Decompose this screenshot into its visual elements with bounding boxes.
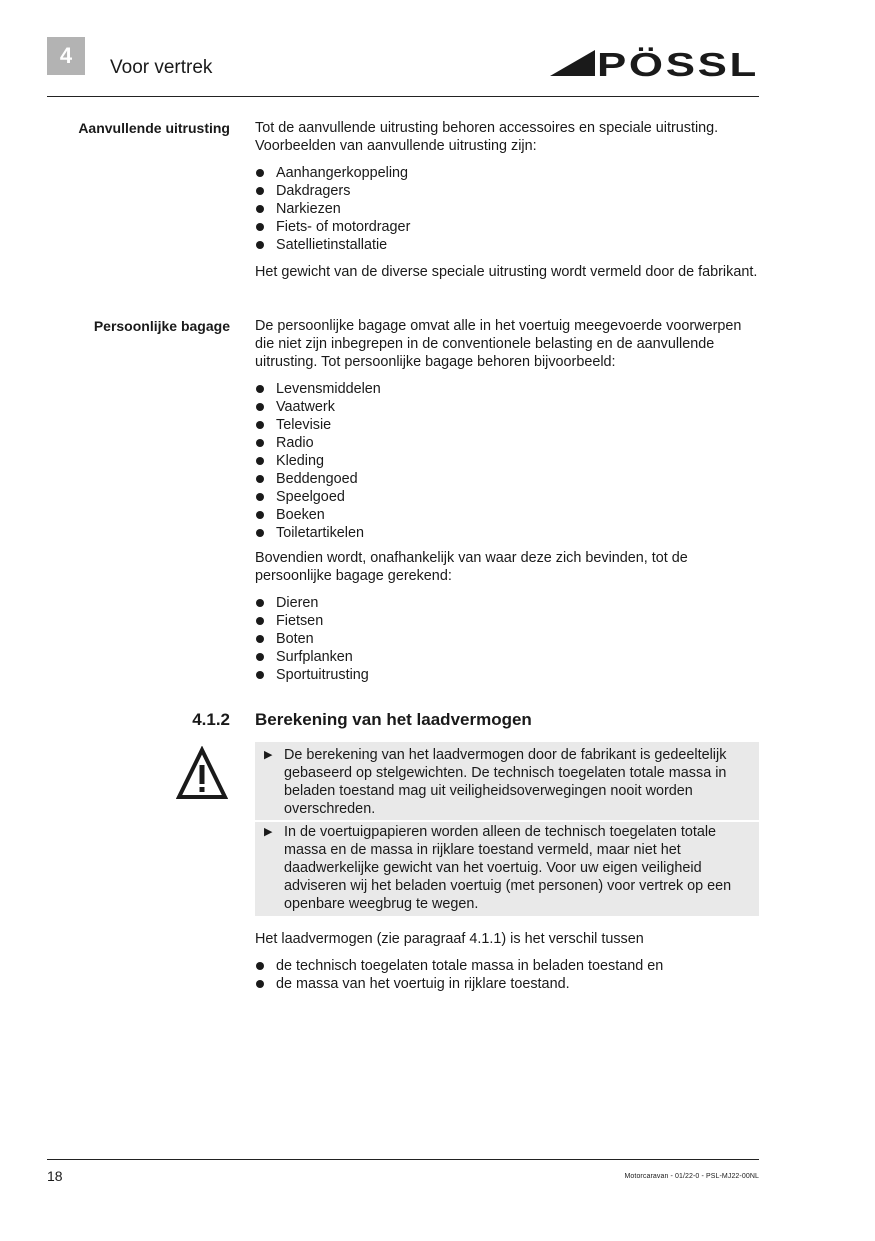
list-item: Speelgoed [255, 488, 760, 506]
side-label-aanvullende-uitrusting: Aanvullende uitrusting [78, 120, 230, 136]
bagage-intro [255, 317, 760, 371]
section-title: Berekening van het laadvermogen [255, 710, 532, 729]
list-item: Sportuitrusting [255, 666, 760, 684]
bagage-list [255, 380, 760, 542]
list-item: Fietsen [255, 612, 760, 630]
possl-logo [550, 46, 760, 78]
list-item: Aanhangerkoppeling [255, 164, 760, 182]
paragraph: Het gewicht van de diverse speciale uitrusting wordt vermeld door de fabrikant. [255, 264, 758, 280]
list-item: Toiletartikelen [255, 524, 760, 542]
page-number: 18 [47, 1168, 63, 1184]
chapter-title: Voor vertrek [110, 57, 213, 78]
list-item: Boten [255, 630, 760, 648]
chapter-number-box: 4 [47, 37, 85, 75]
list-item: Radio [255, 434, 760, 452]
paragraph: De persoonlijke bagage omvat alle in het voertuig meegevoerde voorwerpen die niet zijn inbegrepen in de conventionele belasting en de aanvullende uitrusting. Tot persoonlijke bagage behoren bijvoorbeeld: [255, 318, 742, 370]
list-item: de technisch toegelaten totale massa in beladen toestand en [255, 957, 760, 975]
paragraph: Tot de aanvullende uitrusting behoren accessoires en speciale uitrusting. Voorbeelden van aanvullende uitrusting zijn: [255, 120, 719, 154]
berekening-intro [255, 930, 760, 948]
warning-text: In de voertuigpapieren worden alleen de technisch toegelaten totale massa en de massa in rijklare toestand vermeld, maar niet het daadwerkelijke gewicht van het voertuig. Voor uw eigen veiligheid adviseren wij het beladen voertuig (met personen) voor vertrek op een openbare weegbrug te wegen. [284, 824, 732, 912]
aanvullende-list [255, 164, 760, 254]
paragraph: Bovendien wordt, onafhankelijk van waar deze zich bevinden, tot de persoonlijke bagage gerekend: [255, 550, 688, 584]
list-item: Narkiezen [255, 200, 760, 218]
berekening-list [255, 957, 760, 993]
aanvullende-outro [255, 263, 760, 281]
header-divider [47, 96, 759, 97]
list-item: Televisie [255, 416, 760, 434]
list-item: Satellietinstallatie [255, 236, 760, 254]
bagage-list-2 [255, 594, 760, 684]
aanvullende-intro [255, 119, 760, 155]
list-item: Vaatwerk [255, 398, 760, 416]
warning-item [264, 823, 749, 913]
list-item: Surfplanken [255, 648, 760, 666]
list-item: de massa van het voertuig in rijklare toestand. [255, 975, 760, 993]
section-number: 4.1.2 [192, 710, 230, 729]
list-item: Dakdragers [255, 182, 760, 200]
list-item: Dieren [255, 594, 760, 612]
document-code: Motorcaravan - 01/22-0 - PSL-MJ22-00NL [624, 1173, 759, 1180]
warning-separator [255, 820, 759, 822]
paragraph: Het laadvermogen (zie paragraaf 4.1.1) is het verschil tussen [255, 931, 644, 947]
bagage-middle [255, 549, 760, 585]
list-item: Kleding [255, 452, 760, 470]
arrow-right-icon: ▶ [264, 749, 273, 761]
list-item: Boeken [255, 506, 760, 524]
footer-divider [47, 1159, 759, 1160]
list-item: Fiets- of motordrager [255, 218, 760, 236]
warning-text: De berekening van het laadvermogen door de fabrikant is gedeeltelijk gebaseerd op stelgewichten. De technisch toegelaten totale massa in beladen toestand mag uit veiligheidsoverwegingen nooit worden overschreden. [284, 747, 727, 817]
logo-wordmark: PÖSSL [597, 46, 759, 78]
list-item: Beddengoed [255, 470, 760, 488]
warning-item [264, 746, 749, 818]
warning-triangle-icon [176, 746, 228, 800]
arrow-right-icon: ▶ [264, 826, 273, 838]
side-label-persoonlijke-bagage: Persoonlijke bagage [93, 318, 230, 334]
list-item: Levensmiddelen [255, 380, 760, 398]
